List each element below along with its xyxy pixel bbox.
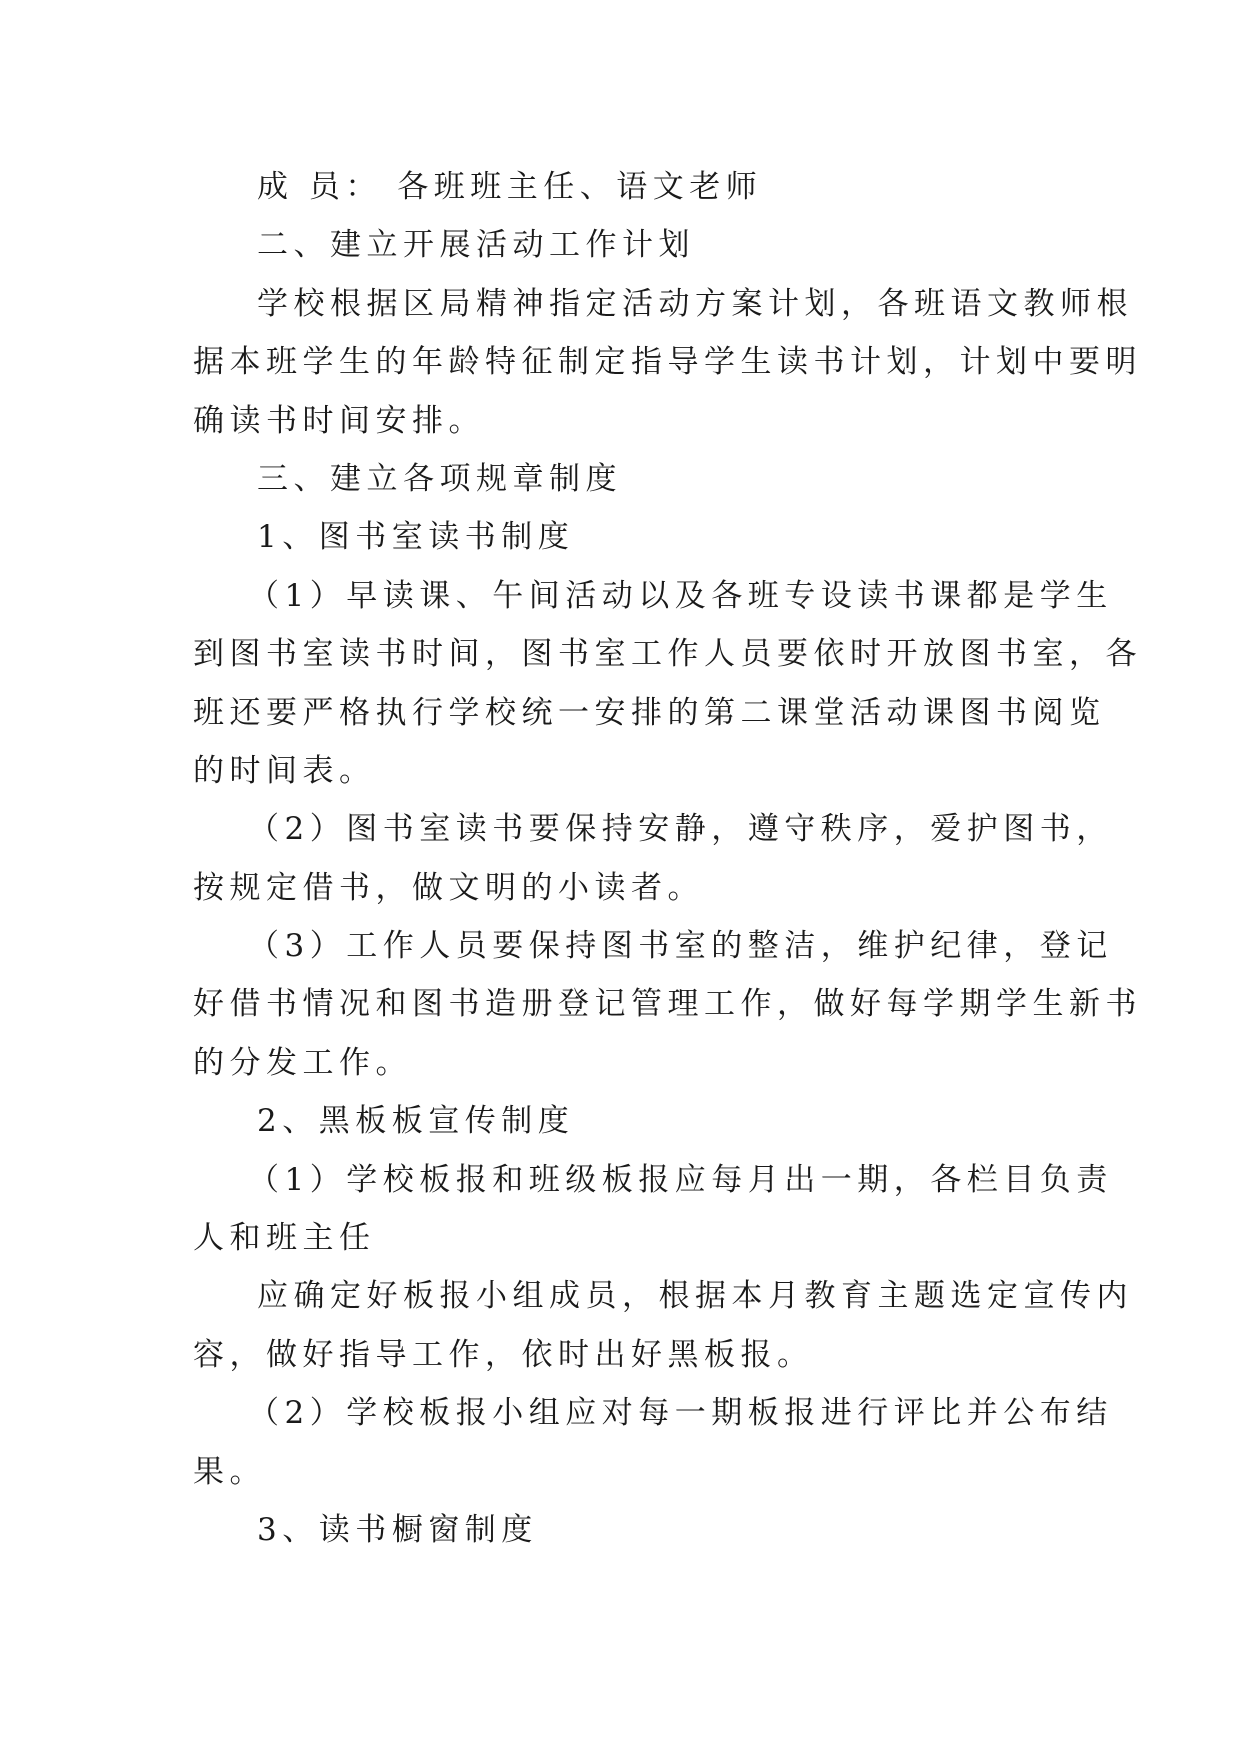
list-item-line: （1）学校板报和班级板报应每月出一期，各栏目负责 (248, 1161, 1113, 1198)
paragraph-line: 据本班学生的年龄特征制定指导学生读书计划，计划中要明 (193, 344, 1142, 381)
paragraph-line: 的分发工作。 (193, 1044, 412, 1081)
paragraph-line: 的时间表。 (193, 752, 376, 789)
document-body (193, 158, 1142, 1559)
paragraph-line: 容，做好指导工作，依时出好黑板报。 (193, 1336, 814, 1373)
paragraph-line: 班还要严格执行学校统一安排的第二课堂活动课图书阅览 (193, 694, 1106, 731)
list-item-line: （2）图书室读书要保持安静，遵守秩序，爱护图书， (248, 811, 1113, 848)
paragraph-line: 好借书情况和图书造册登记管理工作，做好每学期学生新书 (193, 986, 1142, 1023)
subsection-heading-1: 1、图书室读书制度 (257, 519, 575, 556)
paragraph-line: 到图书室读书时间，图书室工作人员要依时开放图书室，各 (193, 636, 1142, 673)
list-item-line: （1）早读课、午间活动以及各班专设读书课都是学生 (248, 577, 1113, 614)
section-heading-2: 二、建立开展活动工作计划 (257, 227, 695, 264)
paragraph-line: 人和班主任 (193, 1220, 376, 1257)
list-item-line: （2）学校板报小组应对每一期板报进行评比并公布结 (248, 1395, 1113, 1432)
subsection-heading-3: 3、读书橱窗制度 (257, 1511, 538, 1548)
members-line: 成 员： 各班班主任、语文老师 (257, 169, 763, 205)
paragraph-line: 应确定好板报小组成员，根据本月教育主题选定宣传内 (257, 1278, 1133, 1315)
section-heading-3: 三、建立各项规章制度 (257, 460, 622, 497)
paragraph-line: 果。 (193, 1453, 266, 1490)
paragraph-line: 按规定借书，做文明的小读者。 (193, 869, 704, 906)
paragraph-line: 学校根据区局精神指定活动方案计划，各班语文教师根 (257, 285, 1133, 322)
list-item-line: （3）工作人员要保持图书室的整洁，维护纪律，登记 (248, 928, 1113, 965)
subsection-heading-2: 2、黑板板宣传制度 (257, 1103, 575, 1140)
paragraph-line: 确读书时间安排。 (193, 402, 485, 439)
